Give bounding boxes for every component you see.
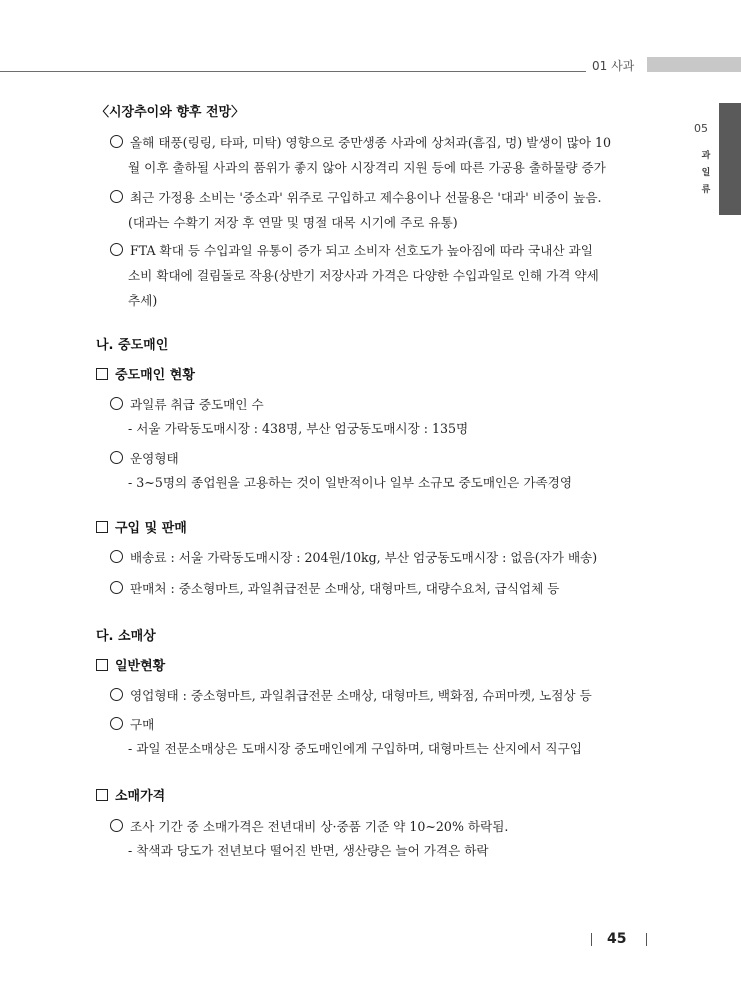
market-section-title: 〈시장추이와 향후 전망〉 bbox=[96, 105, 245, 120]
wholesale-section-title: 나. 중도매인 bbox=[96, 338, 169, 353]
list-item-continuation: 월 이후 출하될 사과의 품위가 좋지 않아 시장격리 지원 등에 따른 가공용 출하물량 증가 bbox=[128, 160, 606, 175]
list-item-continuation: 소비 확대에 걸림돌로 작용(상반기 저장사과 가격은 다양한 수입과일로 인해 가격 약세 bbox=[128, 268, 599, 283]
circle-bullet-icon bbox=[110, 397, 123, 410]
circle-bullet-icon bbox=[110, 550, 123, 563]
list-item: 조사 기간 중 소매가격은 전년대비 상·중품 기준 약 10~20% 하락됨. bbox=[110, 816, 508, 835]
subsection-title: 중도매인 현황 bbox=[96, 364, 195, 383]
footer-divider bbox=[646, 933, 647, 946]
list-item: 운영형태 bbox=[110, 448, 179, 467]
side-tab-char: 과 bbox=[701, 151, 711, 161]
list-item: 영업형태 : 중소형마트, 과일취급전문 소매상, 대형마트, 백화점, 슈퍼마켓, 노점상 등 bbox=[110, 685, 592, 704]
checkbox-square-icon bbox=[96, 789, 108, 801]
list-item: 올해 태풍(링링, 타파, 미탁) 영향으로 중만생종 사과에 상처과(흠집, 멍) 발생이 많아 10 bbox=[110, 132, 611, 151]
footer-divider bbox=[591, 933, 592, 946]
circle-bullet-icon bbox=[110, 451, 123, 464]
list-item-continuation: 추세) bbox=[128, 293, 158, 308]
list-item-detail: - 3~5명의 종업원을 고용하는 것이 일반적이나 일부 소규모 중도매인은 가족경영 bbox=[128, 475, 572, 490]
retail-section-title: 다. 소매상 bbox=[96, 629, 156, 644]
side-tab-char: 류 bbox=[701, 185, 711, 195]
list-item-detail: - 과일 전문소매상은 도매시장 중도매인에게 구입하며, 대형마트는 산지에서 직구입 bbox=[128, 741, 582, 756]
side-tab-char: 일 bbox=[701, 168, 711, 178]
list-item: 과일류 취급 중도매인 수 bbox=[110, 394, 264, 413]
checkbox-square-icon bbox=[96, 521, 108, 533]
list-item: FTA 확대 등 수입과일 유통이 증가 되고 소비자 선호도가 높아짐에 따라 국내산 과일 bbox=[110, 240, 593, 259]
circle-bullet-icon bbox=[110, 688, 123, 701]
header-bar bbox=[647, 57, 741, 72]
checkbox-square-icon bbox=[96, 659, 108, 671]
side-tab-label bbox=[700, 148, 712, 199]
list-item: 최근 가정용 소비는 '중소과' 위주로 구입하고 제수용이나 선물용은 '대과' 비중이 높음. bbox=[110, 187, 602, 206]
subsection-title: 소매가격 bbox=[96, 785, 165, 804]
circle-bullet-icon bbox=[110, 581, 123, 594]
circle-bullet-icon bbox=[110, 819, 123, 832]
side-tab-number: 05 bbox=[694, 122, 708, 135]
list-item-detail: - 서울 가락동도매시장 : 438명, 부산 엄궁동도매시장 : 135명 bbox=[128, 421, 469, 436]
circle-bullet-icon bbox=[110, 135, 123, 148]
list-item-detail: - 착색과 당도가 전년보다 떨어진 반면, 생산량은 늘어 가격은 하락 bbox=[128, 843, 489, 858]
circle-bullet-icon bbox=[110, 190, 123, 203]
circle-bullet-icon bbox=[110, 717, 123, 730]
chapter-title: 01 사과 bbox=[592, 59, 635, 73]
list-item: 배송료 : 서울 가락동도매시장 : 204원/10kg, 부산 엄궁동도매시장 : 없음(자가 배송) bbox=[110, 547, 597, 566]
subsection-title: 일반현황 bbox=[96, 655, 165, 674]
checkbox-square-icon bbox=[96, 368, 108, 380]
list-item-continuation: (대과는 수확기 저장 후 연말 및 명절 대목 시기에 주로 유통) bbox=[128, 215, 458, 230]
page-number: 45 bbox=[607, 931, 627, 947]
side-tab-bar bbox=[719, 103, 741, 215]
list-item: 판매처 : 중소형마트, 과일취급전문 소매상, 대형마트, 대량수요처, 급식업체 등 bbox=[110, 578, 559, 597]
header-rule bbox=[0, 71, 586, 72]
circle-bullet-icon bbox=[110, 243, 123, 256]
list-item: 구매 bbox=[110, 714, 154, 733]
subsection-title: 구입 및 판매 bbox=[96, 517, 187, 536]
